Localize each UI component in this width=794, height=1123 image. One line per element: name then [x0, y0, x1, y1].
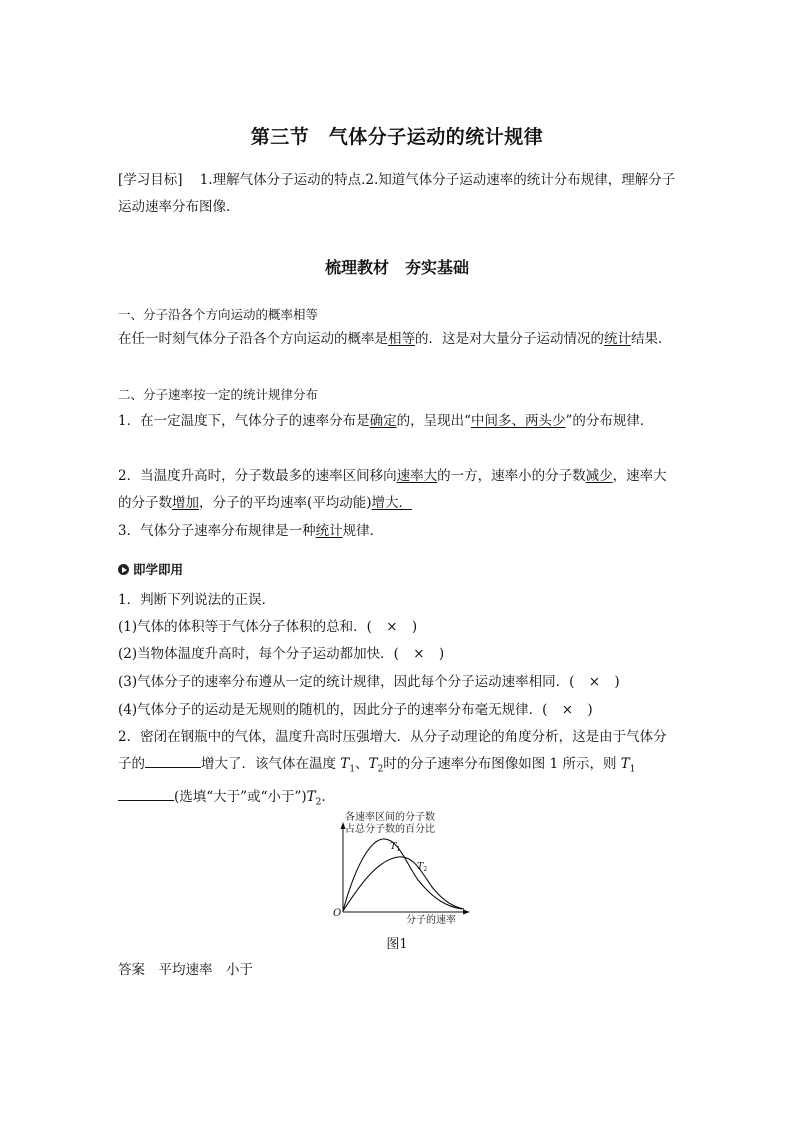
answer-underline: 相等 — [388, 331, 415, 347]
part2-item2: 2．当温度升高时，分子数最多的速率区间移向速率大的一方，速率小的分子数减少，速率大的分子数增加，分子的平均速率(平均动能)增大． — [118, 468, 667, 511]
fill-blank — [145, 755, 201, 768]
objectives-label: [学习目标] — [118, 172, 183, 188]
answer-underline: 增加 — [172, 495, 199, 511]
judgement-mark: × — [588, 674, 601, 690]
curve-t2-label: $T_2$ — [417, 861, 428, 873]
part2-heading: 二、分子速率按一定的统计规律分布 — [118, 387, 319, 402]
answer-underline: 增大． — [371, 495, 413, 511]
fill-blank — [118, 788, 174, 801]
curve-t2 — [343, 857, 464, 911]
answer-underline: 速率大 — [396, 468, 438, 484]
play-circle-icon — [118, 564, 129, 575]
answer-line: 答案 平均速率 小于 — [118, 962, 253, 978]
statement-3: (3)气体分子的速率分布遵从一定的统计规律，因此每个分子运动速率相同．( × ) — [118, 669, 680, 696]
statement-1: (1)气体的体积等于气体分子体积的总和．( × ) — [118, 614, 680, 641]
answer-underline: 中间多、两头少 — [471, 413, 566, 429]
objectives-text: 1.理解气体分子运动的特点.2.知道气体分子运动速率的统计分布规律，理解分子运动速率分布图像. — [118, 172, 676, 215]
question-1: 1．判断下列说法的正误． — [118, 592, 276, 608]
answer-underline: 统计 — [604, 331, 631, 347]
practice-heading: 即学即用 — [118, 560, 183, 578]
x-axis-arrow — [463, 910, 470, 915]
origin-label: O — [333, 908, 342, 919]
section-title: 梳理教材 夯实基础 — [324, 258, 469, 277]
curve-t1-label: $T_1$ — [390, 841, 401, 853]
part1-text: 在任一时刻气体分子沿各个方向运动的概率是相等的．这是对大量分子运动情况的统计结果． — [118, 331, 672, 347]
statement-4: (4)气体分子的运动是无规则的随机的，因此分子的速率分布毫无规律．( × ) — [118, 697, 680, 724]
y-axis-label-line2: 占总分子数的百分比 — [345, 824, 435, 835]
judgement-mark: × — [413, 646, 425, 662]
part2-item3: 3．气体分子速率分布规律是一种统计规律． — [118, 523, 384, 539]
page-title: 第三节 气体分子运动的统计规律 — [250, 126, 544, 148]
judgement-mark: × — [561, 702, 574, 718]
figure-caption: 图1 — [386, 937, 408, 952]
judgement-mark: × — [386, 619, 398, 635]
answer-underline: 减少 — [585, 468, 613, 484]
question-2: 2．密闭在钢瓶中的气体，温度升高时压强增大．从分子动理论的角度分析，这是由于气体分子的 增大了．该气体在温度 $T_1$、$T_2$时的分子速率分布图像如图 1 所示，则 $T_1$(选填“大于”或“小于$”)T_2$. — [118, 729, 667, 808]
statement-2: (2)当物体温度升高时，每个分子运动都加快．( × ) — [118, 641, 680, 668]
x-axis-label: 分子的速率 — [406, 915, 456, 926]
curve-t1 — [343, 839, 462, 911]
y-axis-label-line1: 各速率区间的分子数 — [345, 812, 435, 823]
part1-heading: 一、分子沿各个方向运动的概率相等 — [118, 307, 319, 322]
part2-item1: 1．在一定温度下，气体分子的速率分布是确定的，呈现出“中间多、两头少”的分布规律． — [118, 413, 654, 429]
speed-distribution-figure — [326, 808, 476, 930]
answer-underline: 确定 — [369, 413, 397, 429]
answer-underline: 统计 — [315, 523, 343, 539]
learning-objectives — [118, 167, 680, 221]
